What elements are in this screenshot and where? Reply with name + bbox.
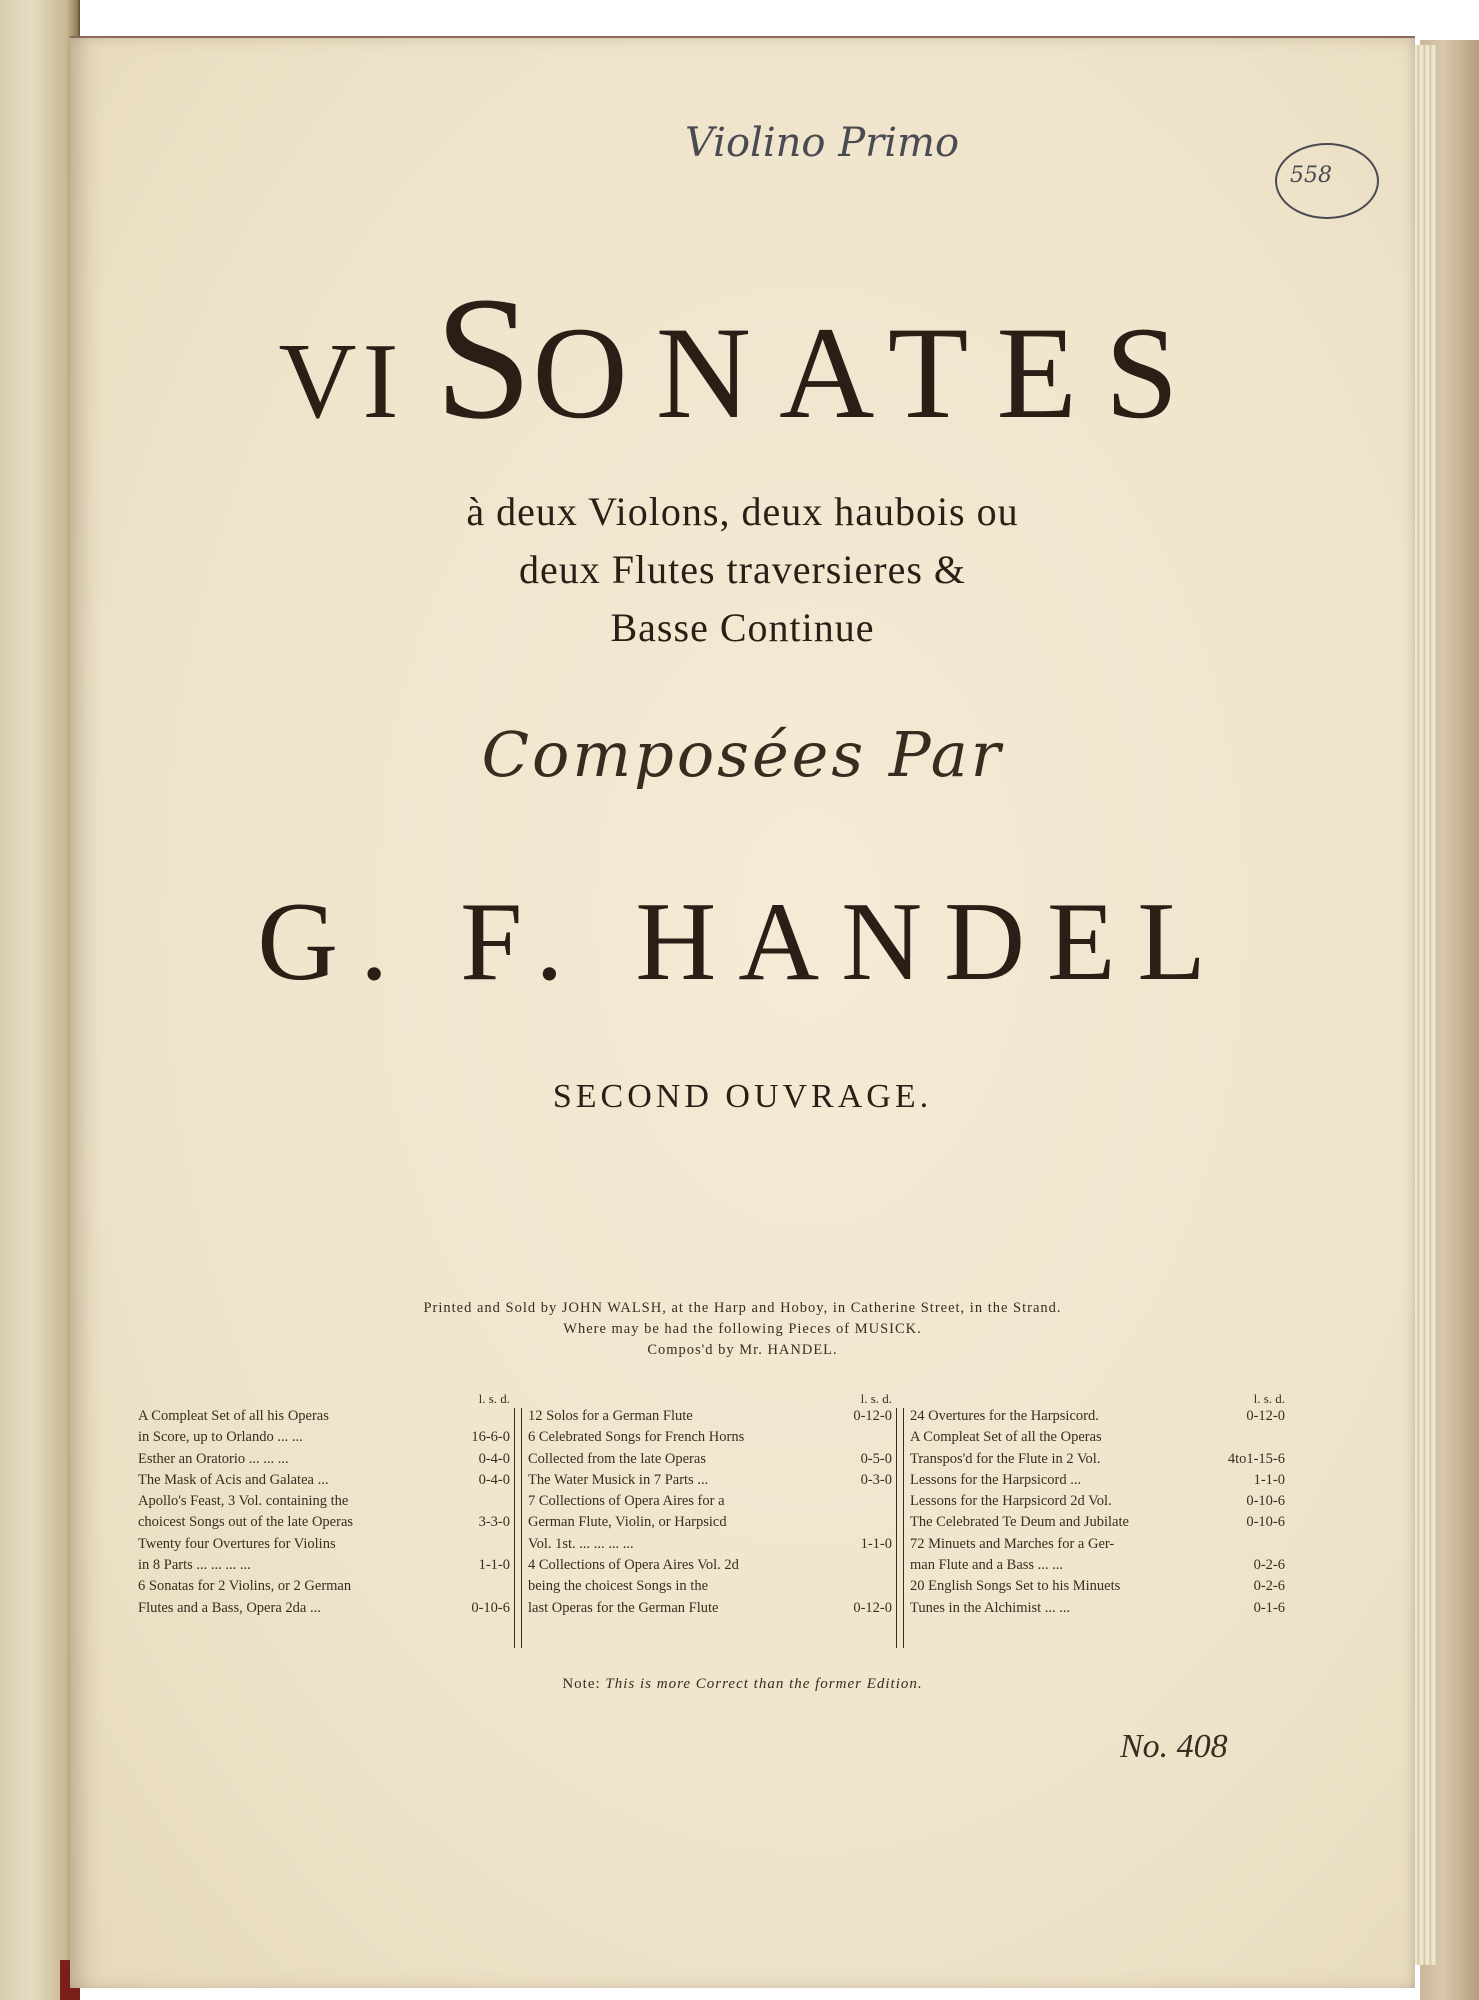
entry-title: last Operas for the German Flute xyxy=(528,1599,719,1616)
entry-title: in 8 Parts ... ... ... ... xyxy=(138,1557,251,1574)
note-text: This is more Correct than the former Edition. xyxy=(605,1676,923,1692)
catalogue-entry xyxy=(528,1598,892,1619)
entry-title: Lessons for the Harpsicord ... xyxy=(910,1471,1082,1488)
entry-title: A Compleat Set of all his Operas xyxy=(138,1408,329,1424)
entry-title: 12 Solos for a German Flute xyxy=(528,1408,693,1424)
catalogue-entry xyxy=(138,1576,510,1597)
catalogue-entry xyxy=(138,1449,510,1470)
composed-by: Composées Par xyxy=(481,718,1004,791)
catalogue-entry xyxy=(910,1406,1285,1427)
main-title xyxy=(70,258,1415,460)
entry-price: 0-2-6 xyxy=(1253,1578,1285,1595)
catalogue-entry xyxy=(528,1534,892,1555)
catalogue-entry xyxy=(910,1449,1285,1470)
imprint-line-2: Where may be had the following Pieces of MUSICK. xyxy=(563,1321,922,1337)
subtitle-line-1: à deux Violons, deux haubois ou xyxy=(466,489,1019,534)
currency-header: l. s. d. xyxy=(860,1391,892,1406)
entry-price: 0-10-6 xyxy=(1246,1514,1285,1531)
catalogue-entry xyxy=(910,1427,1285,1448)
catalogue-entry xyxy=(910,1576,1285,1597)
entry-title: 24 Overtures for the Harpsicord. xyxy=(910,1408,1099,1424)
left-page-edge xyxy=(0,0,80,2000)
catalogue-entry xyxy=(910,1534,1285,1555)
imprint-line-3: Compos'd by Mr. HANDEL. xyxy=(647,1342,838,1358)
catalogue-entry xyxy=(528,1427,892,1448)
title-numeral: VI xyxy=(278,322,405,441)
catalogue-entry xyxy=(528,1470,892,1491)
entry-title: 4 Collections of Opera Aires Vol. 2d xyxy=(528,1557,739,1574)
catalogue-entry xyxy=(528,1576,892,1597)
column-rule xyxy=(514,1408,522,1648)
shelfmark-number: 558 xyxy=(1290,163,1332,188)
entry-title: Flutes and a Bass, Opera 2da ... xyxy=(138,1599,321,1616)
entry-title: Collected from the late Operas xyxy=(528,1450,706,1467)
catalogue-entry xyxy=(910,1555,1285,1576)
entry-title: being the choicest Songs in the xyxy=(528,1578,709,1595)
entry-price: 0-12-0 xyxy=(853,1408,892,1424)
plate-number: No. 408 xyxy=(1120,1728,1228,1765)
handwritten-part-label: Violino Primo xyxy=(685,120,960,166)
title-initial: S xyxy=(434,261,533,456)
entry-price: 1-1-0 xyxy=(860,1535,892,1552)
entry-price: 0-10-6 xyxy=(471,1599,510,1616)
catalogue-entry xyxy=(138,1406,510,1427)
entry-title: 6 Celebrated Songs for French Horns xyxy=(528,1429,745,1446)
entry-title: Tunes in the Alchimist ... ... xyxy=(910,1599,1071,1616)
catalogue-column-1 xyxy=(138,1392,510,1619)
entry-price: 0-4-0 xyxy=(478,1471,510,1488)
entry-title: man Flute and a Bass ... ... xyxy=(910,1557,1064,1574)
entry-price: 4to1-15-6 xyxy=(1227,1450,1285,1467)
entry-price: 0-12-0 xyxy=(853,1599,892,1616)
entry-price: 1-1-0 xyxy=(1253,1471,1285,1488)
catalogue-entry xyxy=(528,1406,892,1427)
entry-title: German Flute, Violin, or Harpsicd xyxy=(528,1514,727,1531)
column-rule xyxy=(896,1408,904,1648)
note-label: Note: xyxy=(562,1676,601,1692)
subtitle-line-2: deux Flutes traversieres & xyxy=(519,547,966,592)
entry-title: A Compleat Set of all the Operas xyxy=(910,1429,1102,1446)
catalogue-entry xyxy=(138,1427,510,1448)
entry-price: 0-10-6 xyxy=(1246,1493,1285,1510)
entry-price: 3-3-0 xyxy=(478,1514,510,1531)
entry-title: 72 Minuets and Marches for a Ger- xyxy=(910,1535,1115,1552)
entry-title: Twenty four Overtures for Violins xyxy=(138,1535,336,1552)
catalogue-entry xyxy=(910,1491,1285,1512)
catalogue-entry xyxy=(910,1598,1285,1619)
entry-title: in Score, up to Orlando ... ... xyxy=(138,1429,303,1446)
composer-name: G. F. HANDEL xyxy=(257,880,1228,1004)
opus-label: SECOND OUVRAGE. xyxy=(552,1078,933,1115)
catalogue-entry xyxy=(528,1555,892,1576)
imprint-line-1: Printed and Sold by JOHN WALSH, at the Harp and Hoboy, in Catherine Street, in the Strand. xyxy=(423,1300,1062,1316)
subtitle-line-3: Basse Continue xyxy=(610,605,875,650)
entry-price: 1-1-0 xyxy=(478,1557,510,1574)
entry-title: Transpos'd for the Flute in 2 Vol. xyxy=(910,1450,1101,1467)
catalogue-entry xyxy=(910,1512,1285,1533)
entry-title: The Water Musick in 7 Parts ... xyxy=(528,1471,709,1488)
entry-price: 0-5-0 xyxy=(860,1450,892,1467)
entry-price: 0-12-0 xyxy=(1246,1408,1285,1424)
entry-title: The Mask of Acis and Galatea ... xyxy=(138,1471,329,1488)
catalogue-entry xyxy=(528,1449,892,1470)
catalogue-entry xyxy=(528,1491,892,1512)
entry-title: Apollo's Feast, 3 Vol. containing the xyxy=(138,1493,349,1510)
entry-title: 7 Collections of Opera Aires for a xyxy=(528,1493,725,1510)
catalogue-entry xyxy=(138,1598,510,1619)
entry-title: 6 Sonatas for 2 Violins, or 2 German xyxy=(138,1578,352,1595)
title-page xyxy=(70,36,1415,1988)
entry-title: 20 English Songs Set to his Minuets xyxy=(910,1578,1121,1595)
catalogue-entry xyxy=(138,1512,510,1533)
entry-title: The Celebrated Te Deum and Jubilate xyxy=(910,1514,1129,1531)
catalogue-entry xyxy=(138,1534,510,1555)
currency-header: l. s. d. xyxy=(1253,1391,1285,1406)
title-word: ONATES xyxy=(532,299,1207,446)
entry-price: 0-4-0 xyxy=(478,1450,510,1467)
edition-note xyxy=(70,1676,1415,1693)
entry-title: Lessons for the Harpsicord 2d Vol. xyxy=(910,1493,1112,1510)
entry-title: Vol. 1st. ... ... ... ... xyxy=(528,1535,634,1552)
catalogue-entry xyxy=(138,1470,510,1491)
catalogue-column-2 xyxy=(528,1392,892,1619)
catalogue-entry xyxy=(138,1491,510,1512)
currency-header: l. s. d. xyxy=(478,1391,510,1406)
entry-price: 0-2-6 xyxy=(1253,1557,1285,1574)
entry-price: 0-3-0 xyxy=(860,1471,892,1488)
entry-price: 16-6-0 xyxy=(471,1429,510,1446)
entry-title: choicest Songs out of the late Operas xyxy=(138,1514,354,1531)
catalogue-entry xyxy=(138,1555,510,1576)
catalogue-column-3 xyxy=(910,1392,1285,1619)
catalogue-entry xyxy=(910,1470,1285,1491)
entry-price: 0-1-6 xyxy=(1253,1599,1285,1616)
catalogue-entry xyxy=(528,1512,892,1533)
entry-title: Esther an Oratorio ... ... ... xyxy=(138,1450,289,1467)
